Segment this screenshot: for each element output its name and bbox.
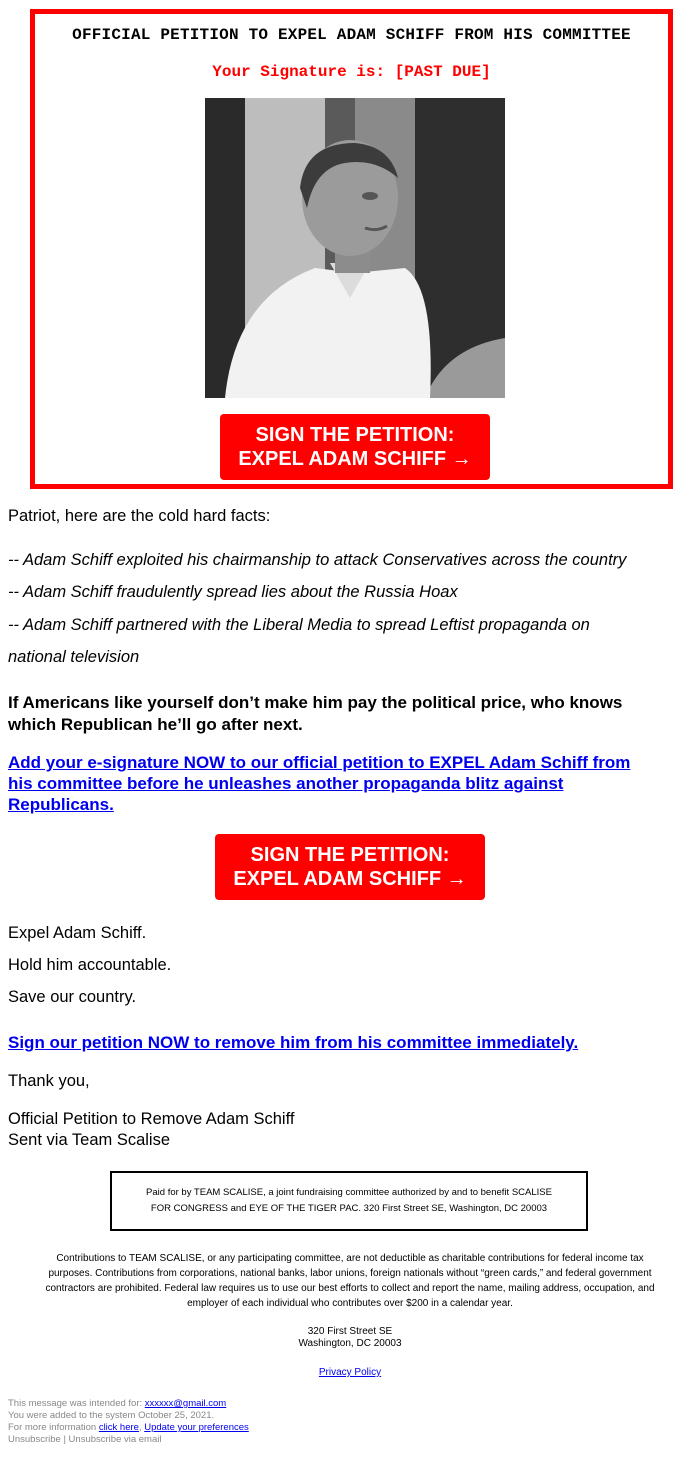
unsubscribe-links[interactable]: Unsubscribe | Unsubscribe via email — [8, 1434, 162, 1445]
intended-prefix: This message was intended for: — [8, 1398, 143, 1409]
fact-1: -- Adam Schiff exploited his chairmanship to attack Conservatives across the country — [8, 551, 627, 569]
intended-for — [8, 1398, 226, 1410]
fact-3-line2: national television — [8, 648, 140, 666]
button-line1: SIGN THE PETITION: — [255, 424, 455, 446]
fine-print-line3: contractors are prohibited. Federal law requires us to use our best efforts to collect and report the name, mailing address, occupation, and — [45, 1283, 655, 1294]
privacy-policy — [0, 1367, 700, 1378]
paid-for-line1: Paid for by TEAM SCALISE, a joint fundraising committee authorized by and to benefit SCALISE — [146, 1187, 552, 1198]
photo-illustration — [205, 98, 505, 398]
more-info: For more information click here, Update your preferences — [8, 1422, 249, 1433]
recipient-email-link[interactable]: xxxxxx@gmail.com — [144, 1398, 227, 1409]
contribution-fine-print — [10, 1251, 690, 1311]
fact-3-line1: -- Adam Schiff partnered with the Liberal Media to spread Leftist propaganda on — [8, 616, 590, 634]
fine-print-line2: purposes. Contributions from corporations, national banks, labor unions, foreign nationals without “green cards,” and federal government — [48, 1268, 652, 1279]
fact-2: -- Adam Schiff fraudulently spread lies about the Russia Hoax — [8, 583, 458, 601]
address-line2: Washington, DC 20003 — [298, 1338, 402, 1349]
button-line2: EXPEL ADAM SCHIFF → — [238, 448, 472, 470]
button-line2: EXPEL ADAM SCHIFF → — [233, 868, 467, 890]
signature-status: Your Signature is: [PAST DUE] — [212, 63, 491, 81]
schiff-photo[interactable] — [205, 98, 505, 398]
emphasis-line1: If Americans like yourself don’t make him pay the political price, who knows — [8, 693, 623, 712]
fine-print-line4: employer of each individual who contributes over $200 in a calendar year. — [187, 1298, 513, 1309]
paid-for-line2: FOR CONGRESS and EYE OF THE TIGER PAC. 320 First Street SE, Washington, DC 20003 — [150, 1203, 548, 1214]
esignature-link-line2[interactable]: his committee before he unleashes another propaganda blitz against — [8, 774, 564, 793]
thank-you: Thank you, — [8, 1072, 90, 1090]
paid-for-disclaimer — [110, 1171, 588, 1231]
closing-line3: Save our country. — [8, 988, 137, 1006]
signature-line2: Sent via Team Scalise — [8, 1131, 171, 1149]
remove-petition-link[interactable]: Sign our petition NOW to remove him from his committee immediately. — [8, 1033, 579, 1052]
emphasis-line2: which Republican he’ll go after next. — [8, 715, 303, 734]
more-info-prefix: For more information — [8, 1422, 97, 1433]
address-line1: 320 First Street SE — [307, 1326, 393, 1337]
click-here-link[interactable]: click here — [98, 1422, 139, 1433]
privacy-policy-link[interactable]: Privacy Policy — [318, 1367, 382, 1378]
petition-title: OFFICIAL PETITION TO EXPEL ADAM SCHIFF FROM HIS COMMITTEE — [72, 26, 631, 44]
petition-box — [30, 9, 673, 489]
closing-line2: Hold him accountable. — [8, 956, 172, 974]
signature-line1: Official Petition to Remove Adam Schiff — [8, 1110, 295, 1128]
sign-petition-button-top[interactable] — [220, 414, 490, 480]
update-preferences-link[interactable]: Update your preferences — [144, 1422, 249, 1433]
esignature-link-line3[interactable]: Republicans. — [8, 795, 114, 814]
button-line1: SIGN THE PETITION: — [250, 844, 450, 866]
closing-line1: Expel Adam Schiff. — [8, 924, 147, 942]
sign-petition-button-bottom[interactable] — [215, 834, 485, 900]
esignature-link-line1[interactable]: Add your e-signature NOW to our official petition to EXPEL Adam Schiff from — [8, 753, 631, 772]
fine-print-line1: Contributions to TEAM SCALISE, or any participating committee, are not deductible as charitable contributions for federal income tax — [56, 1253, 644, 1264]
added-date: You were added to the system October 25, 2021. — [8, 1410, 215, 1421]
intro-text: Patriot, here are the cold hard facts: — [8, 507, 271, 525]
